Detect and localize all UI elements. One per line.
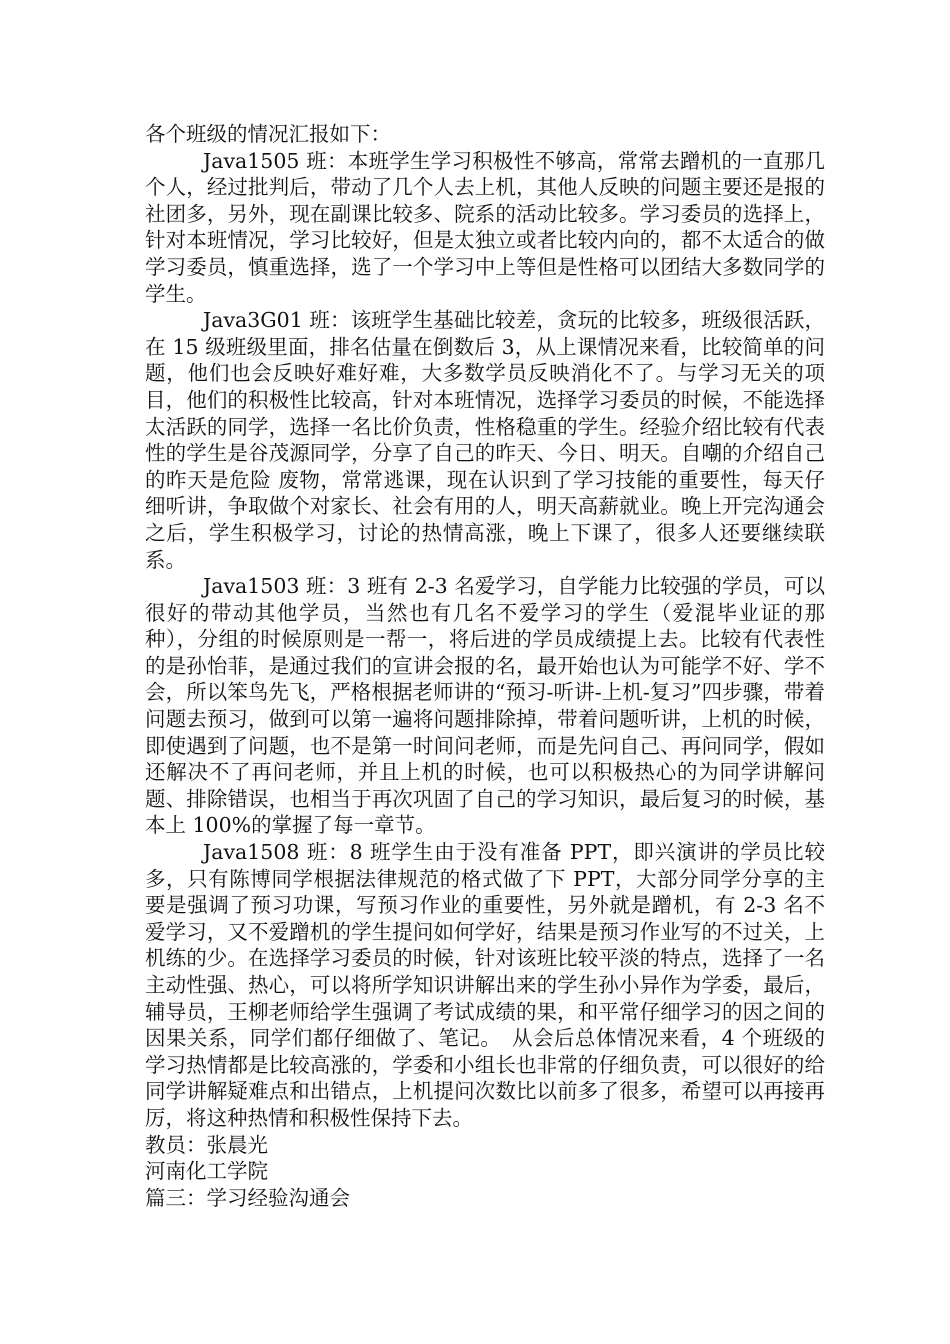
paragraph-java1508: Java1508 班：8 班学生由于没有准备 PPT，即兴演讲的学员比较多，只有陈博同学根据法律规范的格式做了下 PPT，大部分同学分享的主要是强调了预习功课，写预习作业的重要性，另外就是蹭机，有 2-3 名不爱学习，又不爱蹭机的学生提问如何学好，结果是预习作业写的不过关，上机练的少。在选择学习委员的时候，针对该班比较平淡的特点，选择了一名主动性强、热心，可以将所学知识讲解出来的学生孙小异作为学委，最后，辅导员，王柳老师给学生强调了考试成绩的果，和平常仔细学习的因之间的因果关系，同学们都仔细做了、笔记。 从会后总体情况来看，4 个班级的学习热情都是比较高涨的，学委和小组长也非常的仔细负责，可以很好的给同学讲解疑难点和出错点，上机提问次数比以前多了很多，希望可以再接再厉，将这种热情和积极性保持下去。	[145, 840, 825, 1130]
school-name: 河南化工学院	[145, 1159, 268, 1184]
teacher-signature: 教员：张晨光	[145, 1132, 268, 1157]
document-body	[145, 121, 825, 1211]
paragraph-java1505: Java1505 班：本班学生学习积极性不够高，常常去蹭机的一直那几个人，经过批判后，带动了几个人去上机，其他人反映的问题主要还是报的社团多，另外，现在副课比较多、院系的活动比较多。学习委员的选择上，针对本班情况，学习比较好，但是太独立或者比较内向的，都不太适合的做学习委员，慎重选择，选了一个学习中上等但是性格可以团结大多数同学的学生。	[145, 148, 825, 306]
paragraph-java1503: Java1503 班：3 班有 2-3 名爱学习，自学能力比较强的学员，可以很好的带动其他学员，当然也有几名不爱学习的学生（爱混毕业证的那种），分组的时候原则是一帮一，将后进的学员成绩提上去。比较有代表性的是孙怡菲，是通过我们的宣讲会报的名，最开始也认为可能学不好、学不会，所以笨鸟先飞，严格根据老师讲的“预习-听讲-上机-复习”四步骤，带着问题去预习，做到可以第一遍将问题排除掉，带着问题听讲，上机的时候，即使遇到了问题，也不是第一时间问老师，而是先问自己、再问同学，假如还解决不了再问老师，并且上机的时候，也可以积极热心的为同学讲解问题、排除错误，也相当于再次巩固了自己的学习知识，最后复习的时候，基本上 100%的掌握了每一章节。	[145, 574, 825, 838]
intro-line: 各个班级的情况汇报如下：	[145, 122, 391, 146]
section-title: 篇三：学习经验沟通会	[145, 1185, 350, 1210]
paragraph-java3g01: Java3G01 班：该班学生基础比较差，贪玩的比较多，班级很活跃，在 15 级班级里面，排名估量在倒数后 3，从上课情况来看，比较简单的问题，他们也会反映好难好难，大多数学员反映消化不了。与学习无关的项目，他们的积极性比较高，针对本班情况，选择学习委员的时候，不能选择太活跃的同学，选择一名比价负责，性格稳重的学生。经验介绍比较有代表性的学生是谷茂源同学，分享了自己的昨天、今日、明天。自嘲的介绍自己的昨天是危险 废物，常常逃课，现在认识到了学习技能的重要性，每天仔细听讲，争取做个对家长、社会有用的人，明天高薪就业。晚上开完沟通会之后，学生积极学习，讨论的热情高涨，晚上下课了，很多人还要继续联系。	[145, 308, 825, 572]
